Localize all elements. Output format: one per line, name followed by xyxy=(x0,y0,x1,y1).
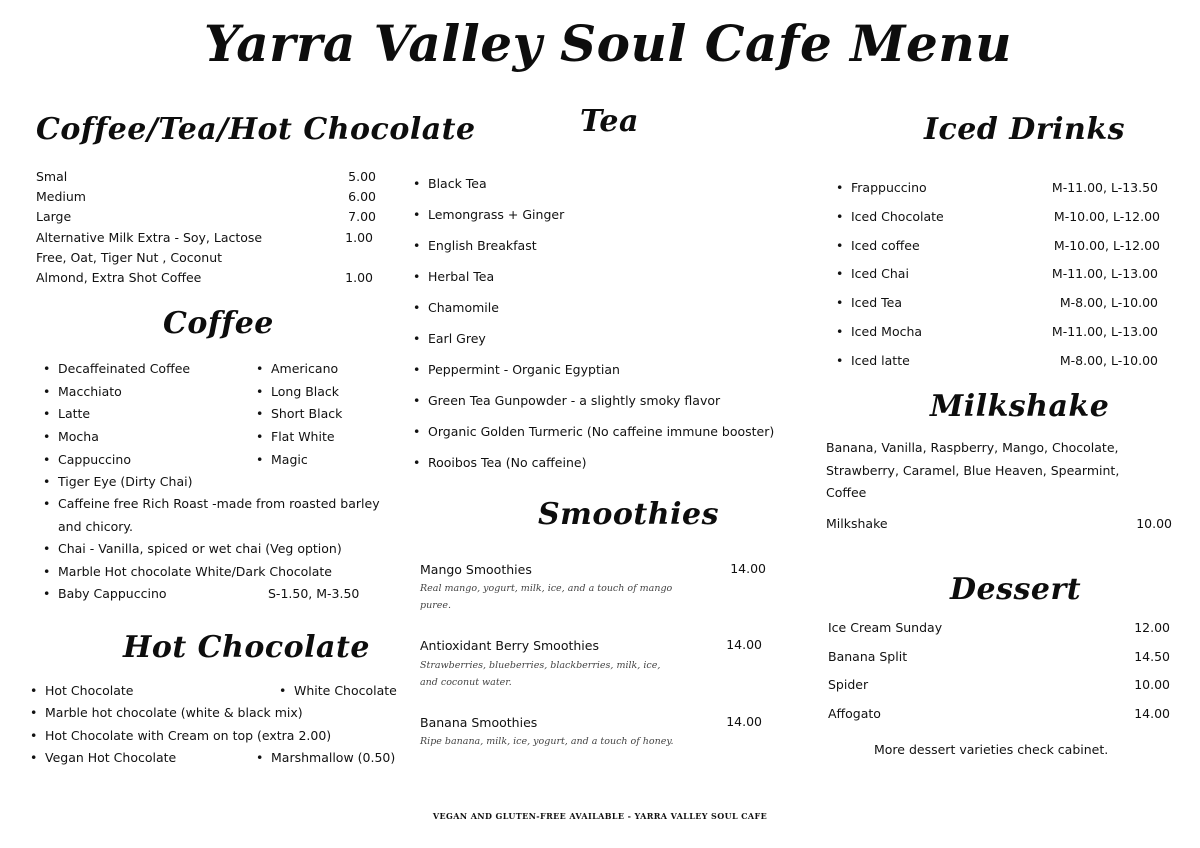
milkshake-label: Milkshake xyxy=(826,516,888,531)
list-item: • Short Black xyxy=(271,406,342,421)
iced-price: M-11.00, L-13.50 xyxy=(1051,180,1158,195)
dessert-heading: Dessert xyxy=(950,572,1082,607)
list-item: • Green Tea Gunpowder - a slightly smoky flavor xyxy=(428,393,720,408)
milkshake-price: 10.00 xyxy=(1136,516,1172,531)
dessert-name: Banana Split xyxy=(828,649,908,664)
list-item: • Rooibos Tea (No caffeine) xyxy=(428,455,586,470)
list-item: • Flat White xyxy=(271,429,335,444)
list-item: • Chai - Vanilla, spiced or wet chai (Veg option) xyxy=(58,541,342,556)
smoothie-price: 14.00 xyxy=(730,561,766,576)
list-item: • Iced Mocha xyxy=(851,324,922,339)
dessert-price: 10.00 xyxy=(1134,677,1170,692)
iced-price: M-10.00, L-12.00 xyxy=(1053,238,1160,253)
list-item: • Herbal Tea xyxy=(428,269,494,284)
milkshake-flavours: Coffee xyxy=(826,485,867,500)
list-item: • Marble Hot chocolate White/Dark Chocolate xyxy=(58,564,332,579)
list-item: • Latte xyxy=(58,406,90,421)
dessert-price: 12.00 xyxy=(1134,620,1170,635)
list-item: • Magic xyxy=(271,452,308,467)
dessert-name: Ice Cream Sunday xyxy=(828,620,943,635)
size-row-label: Medium xyxy=(36,189,86,204)
list-item: • Black Tea xyxy=(428,176,487,191)
coffee-heading: Coffee xyxy=(163,306,274,341)
smoothie-description: Real mango, yogurt, milk, ice, and a touch of mango xyxy=(420,583,673,594)
smoothie-description: and coconut water. xyxy=(420,677,512,688)
extra-row-price: 1.00 xyxy=(345,230,373,245)
list-item: • Hot Chocolate xyxy=(45,683,133,698)
smoothie-name: Antioxidant Berry Smoothies xyxy=(420,638,599,653)
smoothie-price: 14.00 xyxy=(726,714,762,729)
list-item-continuation: and chicory. xyxy=(58,519,134,534)
iced-price: M-11.00, L-13.00 xyxy=(1051,266,1158,281)
list-item: • Long Black xyxy=(271,384,339,399)
list-item: • Macchiato xyxy=(58,384,122,399)
list-item: • Vegan Hot Chocolate xyxy=(45,750,176,765)
list-item: • Americano xyxy=(271,361,338,376)
list-item: • Frappuccino xyxy=(851,180,927,195)
list-item: • Caffeine free Rich Roast -made from roasted barley xyxy=(58,496,380,511)
extra-row-label: Alternative Milk Extra - Soy, Lactose xyxy=(36,230,263,245)
iced-drinks-heading: Iced Drinks xyxy=(924,112,1126,147)
menu-title: Yarra Valley Soul Cafe Menu xyxy=(203,14,1013,73)
list-item: • Baby Cappuccino xyxy=(58,586,167,601)
list-item: • Lemongrass + Ginger xyxy=(428,207,564,222)
smoothie-description: Strawberries, blueberries, blackberries, milk, ice, xyxy=(420,660,661,671)
extra-row-label: Almond, Extra Shot Coffee xyxy=(36,270,202,285)
coffee-tea-hot-heading: Coffee/Tea/Hot Chocolate xyxy=(36,112,476,147)
list-item: • White Chocolate xyxy=(294,683,397,698)
list-item: • English Breakfast xyxy=(428,238,537,253)
list-item: • Hot Chocolate with Cream on top (extra 2.00) xyxy=(45,728,331,743)
list-item: • Peppermint - Organic Egyptian xyxy=(428,362,620,377)
smoothie-description: puree. xyxy=(420,600,452,611)
iced-price: M-11.00, L-13.00 xyxy=(1051,324,1158,339)
list-item: • Iced Tea xyxy=(851,295,902,310)
extra-row-price: 1.00 xyxy=(345,270,373,285)
dessert-price: 14.00 xyxy=(1134,706,1170,721)
dessert-note: More dessert varieties check cabinet. xyxy=(874,742,1109,757)
footer: VEGAN AND GLUTEN-FREE AVAILABLE - YARRA VALLEY SOUL CAFE xyxy=(432,811,768,821)
iced-price: M-8.00, L-10.00 xyxy=(1059,295,1158,310)
smoothies-heading: Smoothies xyxy=(538,497,719,532)
list-item: • Marshmallow (0.50) xyxy=(271,750,395,765)
smoothie-description: Ripe banana, milk, ice, yogurt, and a touch of honey. xyxy=(420,736,674,747)
smoothie-price: 14.00 xyxy=(726,637,762,652)
list-item: • Cappuccino xyxy=(58,452,131,467)
list-item: • Organic Golden Turmeric (No caffeine immune booster) xyxy=(428,424,774,439)
list-item: • Marble hot chocolate (white & black mix) xyxy=(45,705,303,720)
list-item: • Iced Chocolate xyxy=(851,209,944,224)
baby-cappuccino-price: S-1.50, M-3.50 xyxy=(268,586,360,601)
dessert-price: 14.50 xyxy=(1134,649,1170,664)
milkshake-flavours: Strawberry, Caramel, Blue Heaven, Spearmint, xyxy=(826,463,1120,478)
list-item: • Tiger Eye (Dirty Chai) xyxy=(58,474,192,489)
list-item: • Earl Grey xyxy=(428,331,486,346)
milkshake-heading: Milkshake xyxy=(930,389,1110,424)
size-row-price: 7.00 xyxy=(348,209,376,224)
list-item: • Iced latte xyxy=(851,353,910,368)
list-item: • Mocha xyxy=(58,429,99,444)
size-row-price: 5.00 xyxy=(348,169,376,184)
dessert-name: Spider xyxy=(828,677,869,692)
dessert-name: Affogato xyxy=(828,706,881,721)
size-row-label: Smal xyxy=(36,169,68,184)
size-row-label: Large xyxy=(36,209,72,224)
iced-price: M-8.00, L-10.00 xyxy=(1059,353,1158,368)
iced-price: M-10.00, L-12.00 xyxy=(1053,209,1160,224)
smoothie-name: Mango Smoothies xyxy=(420,562,532,577)
smoothie-name: Banana Smoothies xyxy=(420,715,538,730)
list-item: • Decaffeinated Coffee xyxy=(58,361,190,376)
list-item: • Iced Chai xyxy=(851,266,909,281)
list-item: • Iced coffee xyxy=(851,238,920,253)
hot-chocolate-heading: Hot Chocolate xyxy=(123,630,370,665)
milkshake-flavours: Banana, Vanilla, Raspberry, Mango, Chocolate, xyxy=(826,440,1119,455)
extra-row-label: Free, Oat, Tiger Nut , Coconut xyxy=(36,250,223,265)
tea-heading: Tea xyxy=(580,104,639,139)
list-item: • Chamomile xyxy=(428,300,499,315)
size-row-price: 6.00 xyxy=(348,189,376,204)
